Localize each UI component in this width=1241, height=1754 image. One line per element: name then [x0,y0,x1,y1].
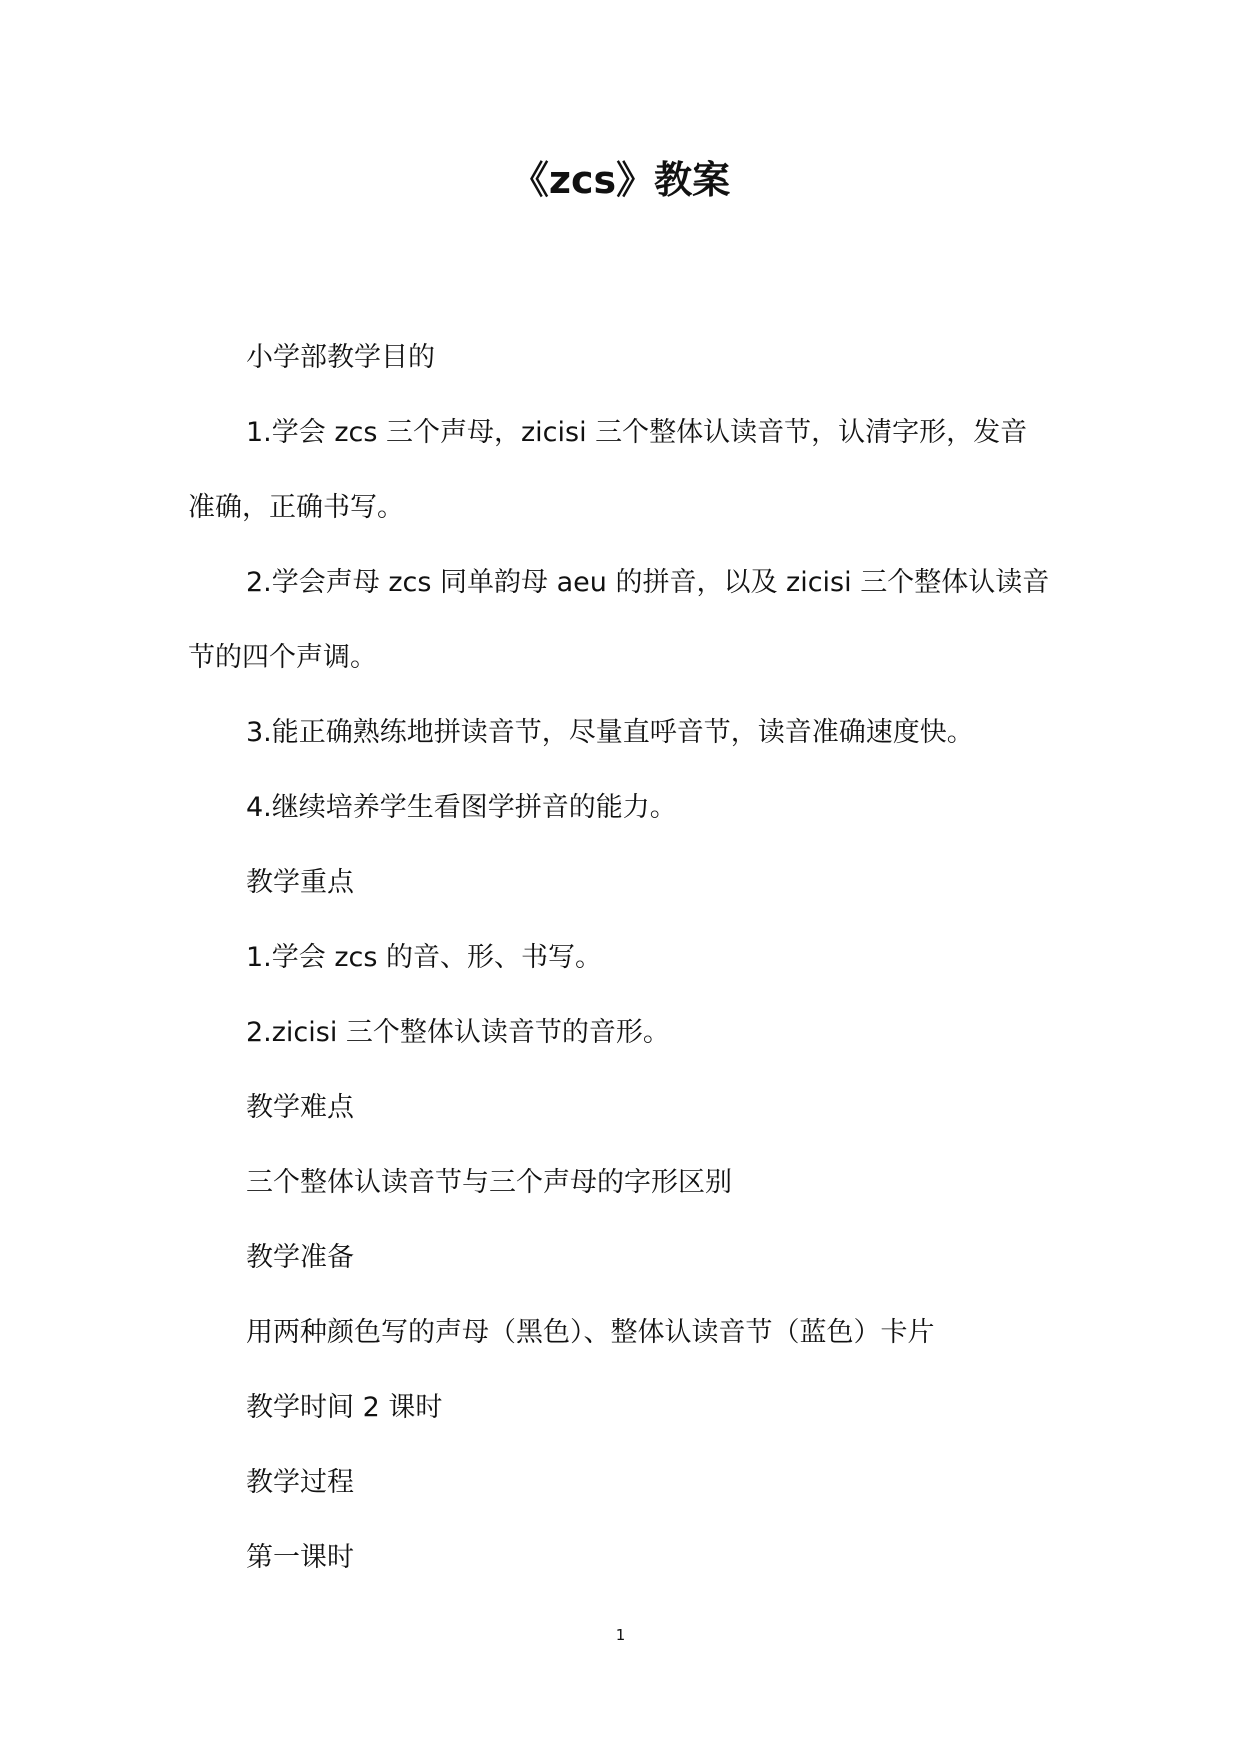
document-title: 《zcs》教案 [510,158,731,202]
paragraph-key-points-heading: 教学重点 [246,867,354,898]
paragraph-objectives-heading: 小学部教学目的 [246,342,435,373]
paragraph-objective-1: 1.学会 zcs 三个声母，zicisi 三个整体认读音节，认清字形，发音准确，正确书写。 [188,417,1028,523]
paragraph-objective-2: 2.学会声母 zcs 同单韵母 aeu 的拼音，以及 zicisi 三个整体认读音节的四个声调。 [188,567,1050,673]
paragraph-process-heading: 教学过程 [246,1467,354,1498]
paragraph-difficulty-heading: 教学难点 [246,1092,354,1123]
paragraph-preparation: 用两种颜色写的声母（黑色）、整体认读音节（蓝色）卡片 [246,1317,935,1348]
paragraph-key-point-1: 1.学会 zcs 的音、形、书写。 [246,942,603,973]
paragraph-key-point-2: 2.zicisi 三个整体认读音节的音形。 [246,1017,670,1048]
page-number: 1 [615,1626,626,1644]
paragraph-first-lesson: 第一课时 [246,1542,354,1573]
paragraph-objective-4: 4.继续培养学生看图学拼音的能力。 [246,792,677,823]
paragraph-difficulty: 三个整体认读音节与三个声母的字形区别 [246,1167,732,1198]
document-body [188,320,1054,1595]
paragraph-preparation-heading: 教学准备 [246,1242,354,1273]
paragraph-teaching-time: 教学时间 2 课时 [246,1392,443,1423]
paragraph-objective-3: 3.能正确熟练地拼读音节，尽量直呼音节，读音准确速度快。 [246,717,974,748]
